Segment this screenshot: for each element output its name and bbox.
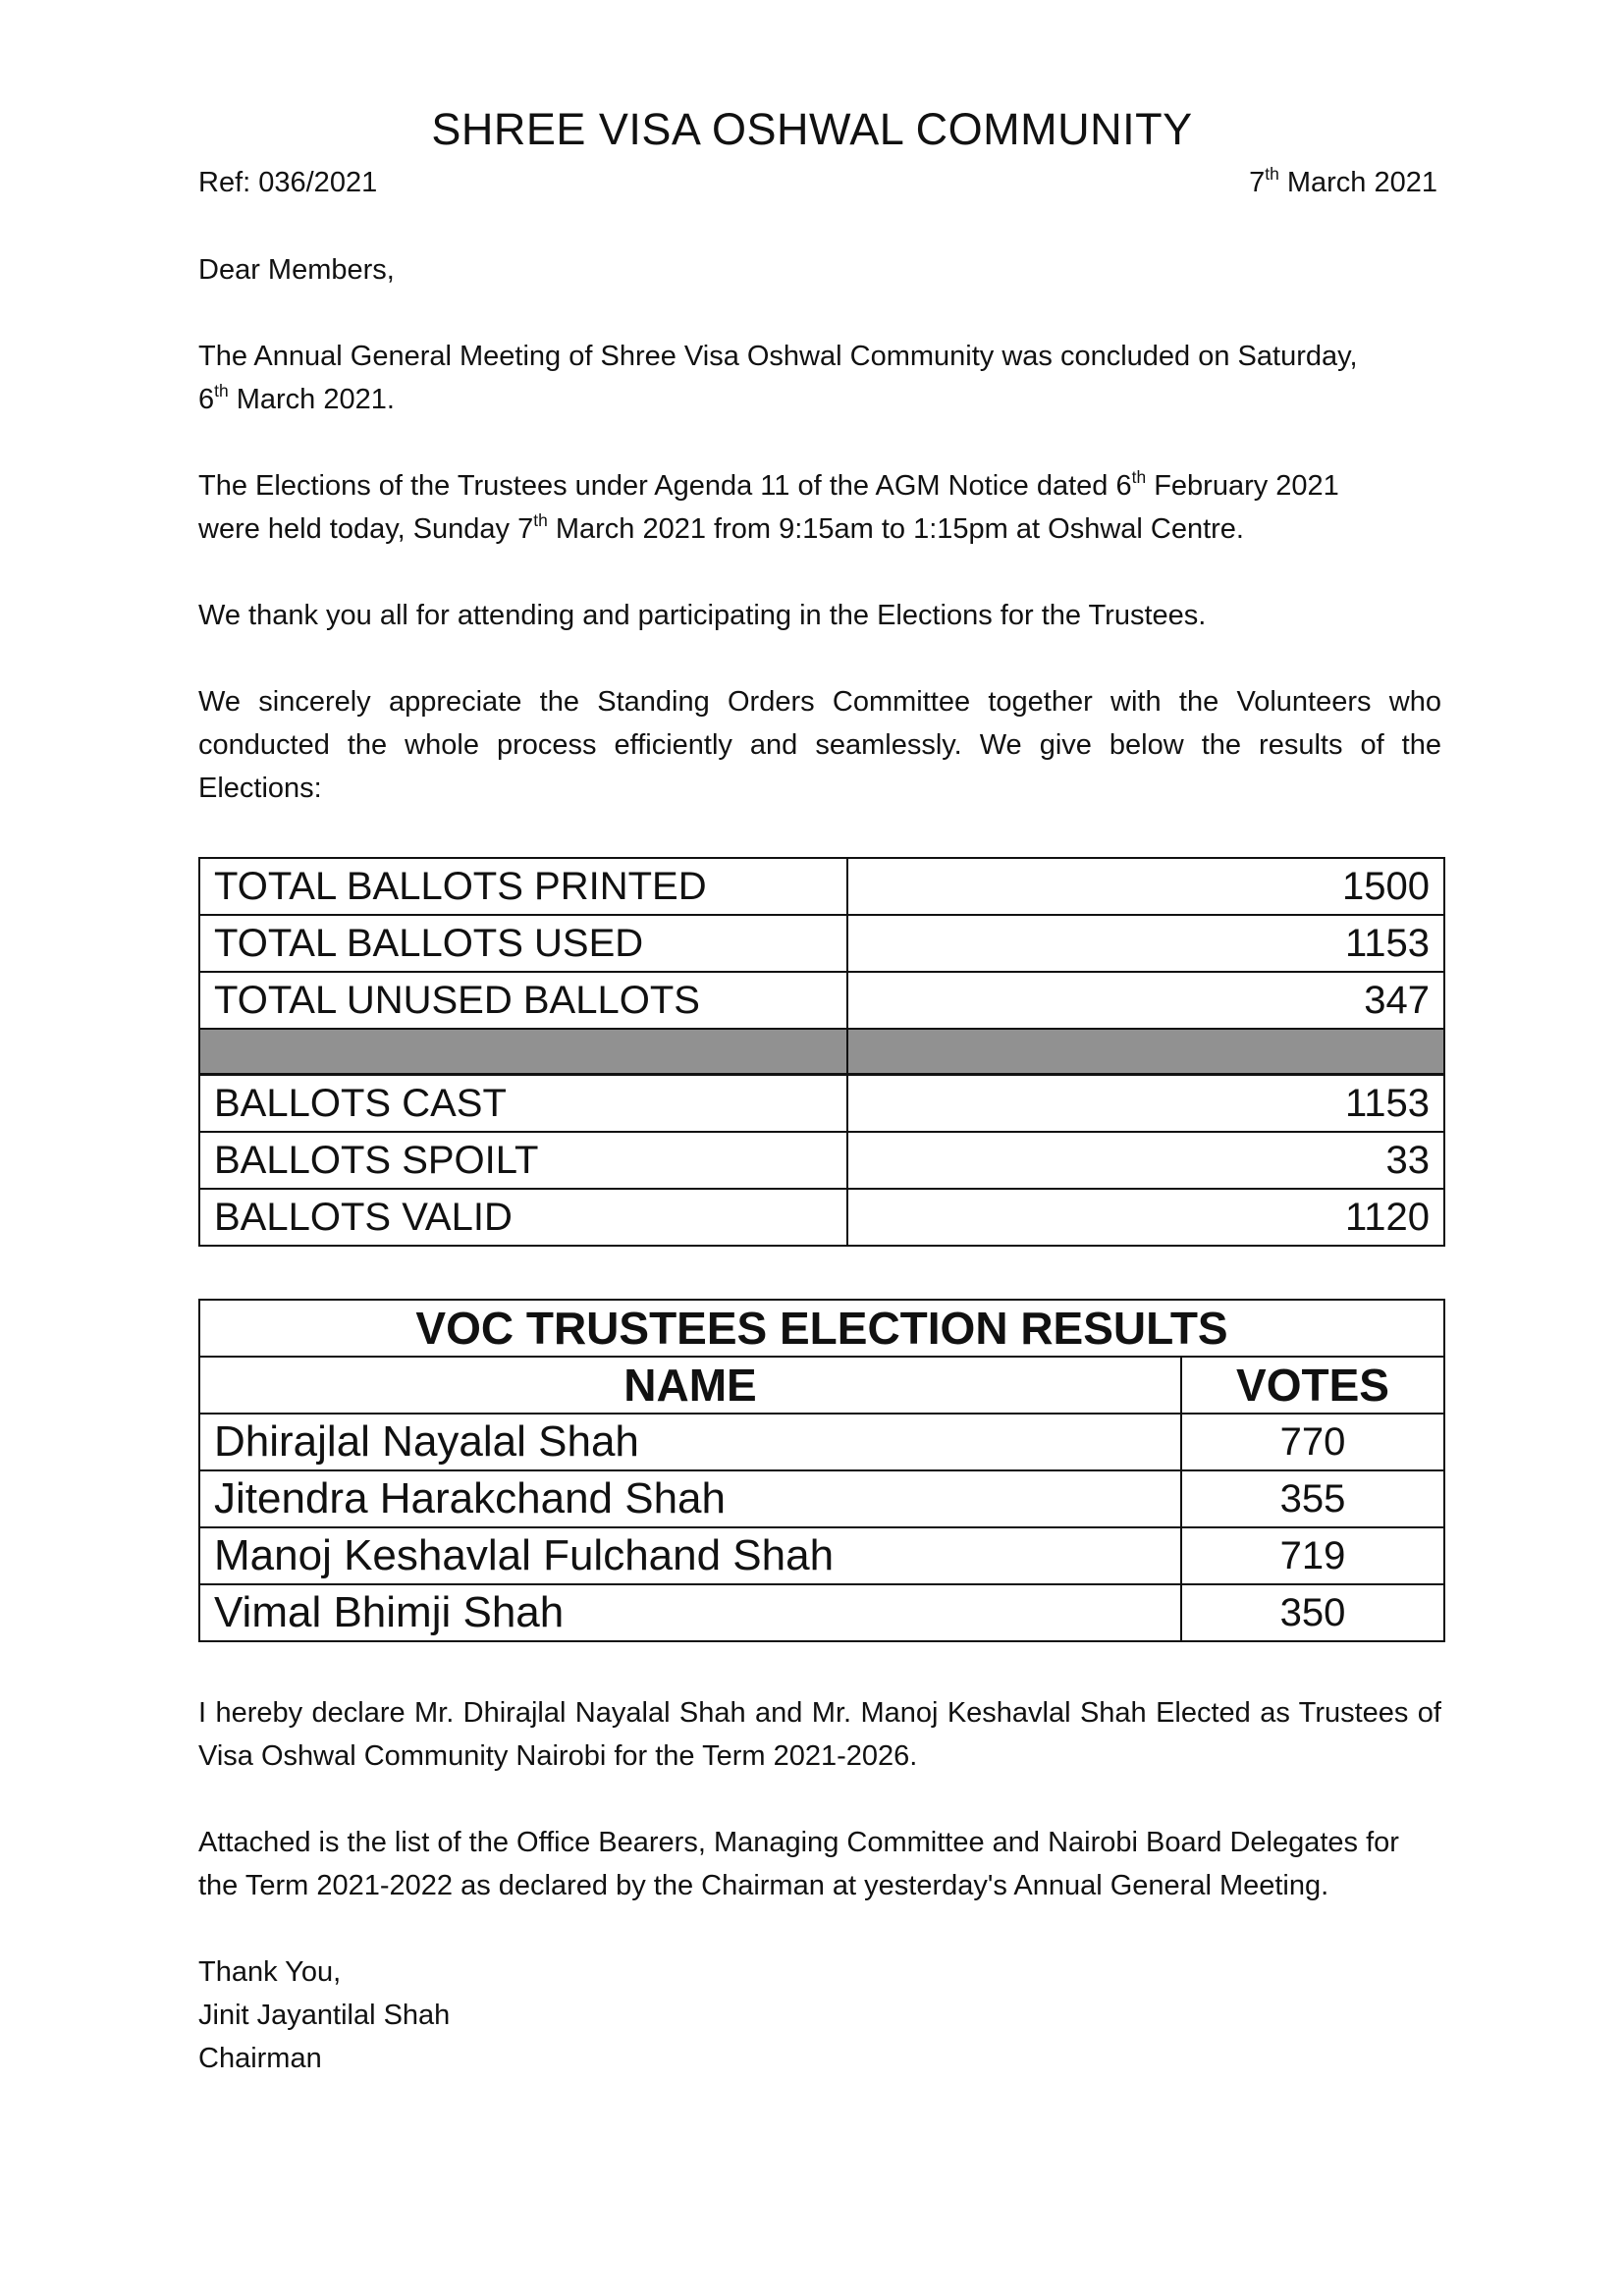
paragraph-attachment: Attached is the list of the Office Bearers, Managing Committee and Nairobi Board Delegates for the Term 2021-2022 as declared by the Chairman at yesterday's Annual General Meeting. [198,1827,1399,1901]
table-row [199,1470,1444,1527]
agm-month-year: March 2021. [228,384,395,415]
column-header-name: NAME [199,1357,1181,1414]
paragraph-agm-line1: The Annual General Meeting of Shree Visa Oshwal Community was concluded on Saturday, [198,341,1358,372]
letter-date [1249,161,1437,204]
paragraph-elections-line2 [198,507,1441,551]
results-title-row [199,1300,1444,1357]
ballots-table [198,857,1445,1247]
agm-day: 6 [198,384,215,415]
elections-line2-post: March 2021 from 9:15am to 1:15pm at Oshwal Centre. [547,513,1244,545]
elections-line1-post: February 2021 [1146,470,1339,502]
table-row [199,1584,1444,1641]
closing-thanks: Thank You, [198,1956,342,1988]
ballot-value: 1153 [847,1075,1444,1133]
signatory-name: Jinit Jayantilal Shah [198,2000,451,2031]
paragraph-elections-line1 [198,464,1441,507]
ballot-value: 1500 [847,858,1444,915]
letter-title: SHREE VISA OSHWAL COMMUNITY [431,104,1193,154]
candidate-votes: 350 [1181,1584,1444,1641]
ballot-value: 1153 [847,915,1444,972]
elections-line1-pre: The Elections of the Trustees under Agenda 11 of the AGM Notice dated 6 [198,470,1132,502]
ballot-label: TOTAL UNUSED BALLOTS [199,972,847,1029]
candidate-name: Vimal Bhimji Shah [199,1584,1181,1641]
column-header-votes: VOTES [1181,1357,1444,1414]
elections-line1-ordinal: th [1131,466,1147,487]
table-row [199,1189,1444,1246]
date-day: 7 [1249,167,1266,198]
candidate-votes: 770 [1181,1414,1444,1470]
paragraph-agm [198,335,1441,421]
ballot-value: 33 [847,1132,1444,1189]
paragraph-appreciation: We sincerely appreciate the Standing Orders Committee together with the Volunteers who conducted the whole process efficiently and seamlessly. We give below the results of the Elections: [198,686,1441,804]
candidate-name: Jitendra Harakchand Shah [199,1470,1181,1527]
candidate-name: Dhirajlal Nayalal Shah [199,1414,1181,1470]
results-title: VOC TRUSTEES ELECTION RESULTS [199,1300,1444,1357]
ballot-label: TOTAL BALLOTS USED [199,915,847,972]
paragraph-thanks: We thank you all for attending and participating in the Elections for the Trustees. [198,600,1207,631]
paragraph-elections [198,464,1441,551]
table-row [199,1075,1444,1133]
separator-row [199,1029,1444,1075]
table-row [199,1132,1444,1189]
table-row [199,1414,1444,1470]
table-row [199,972,1444,1029]
ballot-value: 347 [847,972,1444,1029]
elections-line2-ordinal: th [533,509,548,530]
reference-number: Ref: 036/2021 [198,167,378,198]
candidate-name: Manoj Keshavlal Fulchand Shah [199,1527,1181,1584]
table-row [199,915,1444,972]
table-row [199,858,1444,915]
ballot-label: BALLOTS SPOILT [199,1132,847,1189]
candidate-votes: 355 [1181,1470,1444,1527]
agm-ordinal: th [214,380,229,400]
date-month-year: March 2021 [1278,167,1437,198]
paragraph-agm-line2 [198,378,1441,421]
paragraph-declaration: I hereby declare Mr. Dhirajlal Nayalal Shah and Mr. Manoj Keshavlal Shah Elected as Trustees of Visa Oshwal Community Nairobi for the Term 2021-2026. [198,1697,1441,1772]
elections-line2-pre: were held today, Sunday 7 [198,513,534,545]
date-ordinal: th [1265,163,1279,184]
salutation: Dear Members, [198,254,395,286]
ballot-label: TOTAL BALLOTS PRINTED [199,858,847,915]
separator-cell [847,1029,1444,1075]
separator-cell [199,1029,847,1075]
table-row [199,1527,1444,1584]
signatory-role: Chairman [198,2043,322,2074]
ballot-value: 1120 [847,1189,1444,1246]
ballot-label: BALLOTS CAST [199,1075,847,1133]
results-table [198,1299,1445,1642]
candidate-votes: 719 [1181,1527,1444,1584]
ballot-label: BALLOTS VALID [199,1189,847,1246]
results-header-row [199,1357,1444,1414]
